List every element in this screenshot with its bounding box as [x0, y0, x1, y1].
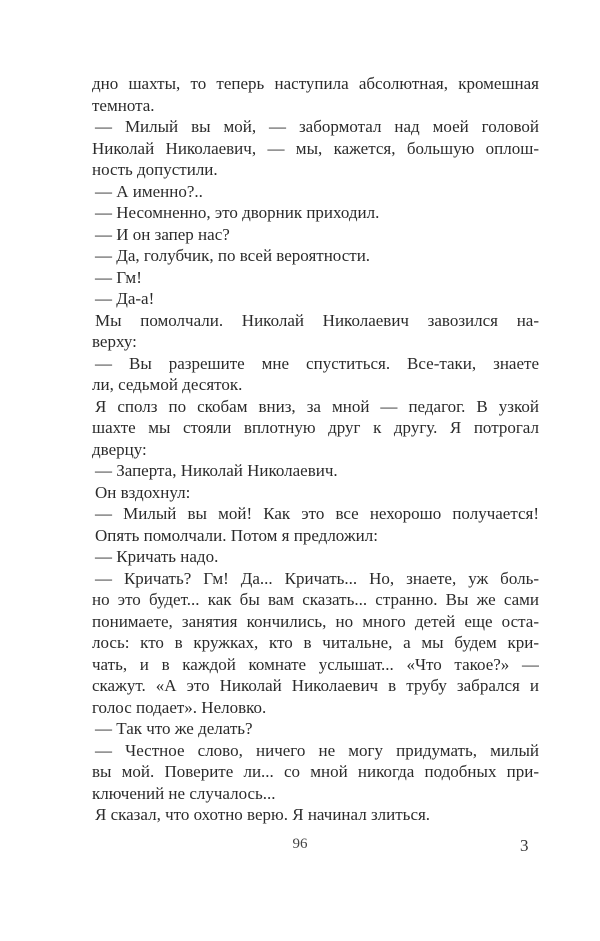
text-line: Опять помолчали. Потом я предложил:: [95, 525, 378, 545]
text-line: Николай Николаевич, — мы, кажется, большую оплош-: [92, 138, 539, 158]
text-line: — Честное слово, ничего не могу придумать, милый: [95, 740, 539, 760]
text-line: скажут. «А это Николай Николаевич в трубу забрался и: [92, 676, 539, 695]
body-text: [92, 73, 539, 826]
text-line: — Да-а!: [95, 289, 155, 308]
text-line: — Милый вы мой! Как это все нехорошо получается!: [95, 504, 539, 523]
text-line: шахте мы стояли вплотную друг к другу. Я потрогал: [92, 418, 539, 437]
text-line: ключений не случалось...: [92, 783, 276, 803]
text-line: ли, седьмой десяток.: [92, 375, 243, 394]
text-line: ность допустили.: [92, 160, 218, 179]
text-line: Он вздохнул:: [95, 482, 191, 502]
text-line: — Так что же делать?: [95, 719, 253, 738]
signature-mark: 3: [520, 836, 529, 855]
text-line: — А именно?..: [95, 181, 203, 201]
text-line: — Гм!: [95, 267, 142, 287]
text-line: темнота.: [92, 95, 155, 115]
text-line: Я сказал, что охотно верю. Я начинал злиться.: [95, 805, 431, 824]
text-line: дверцу:: [92, 439, 147, 459]
text-line: — Вы разрешите мне спуститься. Все-таки, знаете: [95, 353, 539, 373]
text-line: — Несомненно, это дворник приходил.: [95, 203, 380, 222]
text-line: дно шахты, то теперь наступила абсолютная, кромешная: [92, 74, 539, 93]
text-line: — Заперта, Николай Николаевич.: [95, 461, 338, 480]
text-line: — Милый вы мой, — забормотал над моей головой: [95, 117, 539, 136]
text-line: понимаете, занятия кончились, но много детей еще оста-: [92, 611, 539, 631]
text-line: верху:: [92, 332, 137, 351]
page-number: 96: [292, 836, 308, 852]
text-line: — И он запер нас?: [95, 224, 230, 244]
text-line: голос подает». Неловко.: [92, 697, 267, 717]
text-line: лось: кто в кружках, кто в читальне, а мы будем кри-: [92, 633, 539, 652]
text-line: — Кричать? Гм! Да... Кричать... Но, знаете, уж боль-: [95, 568, 539, 588]
text-line: чать, и в каждой комнате услышат... «Что такое?» —: [92, 654, 539, 674]
text-line: — Кричать надо.: [95, 547, 219, 566]
text-line: — Да, голубчик, по всей вероятности.: [95, 246, 371, 265]
text-line: Мы помолчали. Николай Николаевич завозился на-: [95, 310, 539, 330]
text-line: вы мой. Поверите ли... со мной никогда подобных при-: [92, 762, 539, 781]
text-line: Я сполз по скобам вниз, за мной — педагог. В узкой: [95, 396, 539, 416]
text-line: но это будет... как бы вам сказать... странно. Вы же сами: [92, 590, 539, 609]
